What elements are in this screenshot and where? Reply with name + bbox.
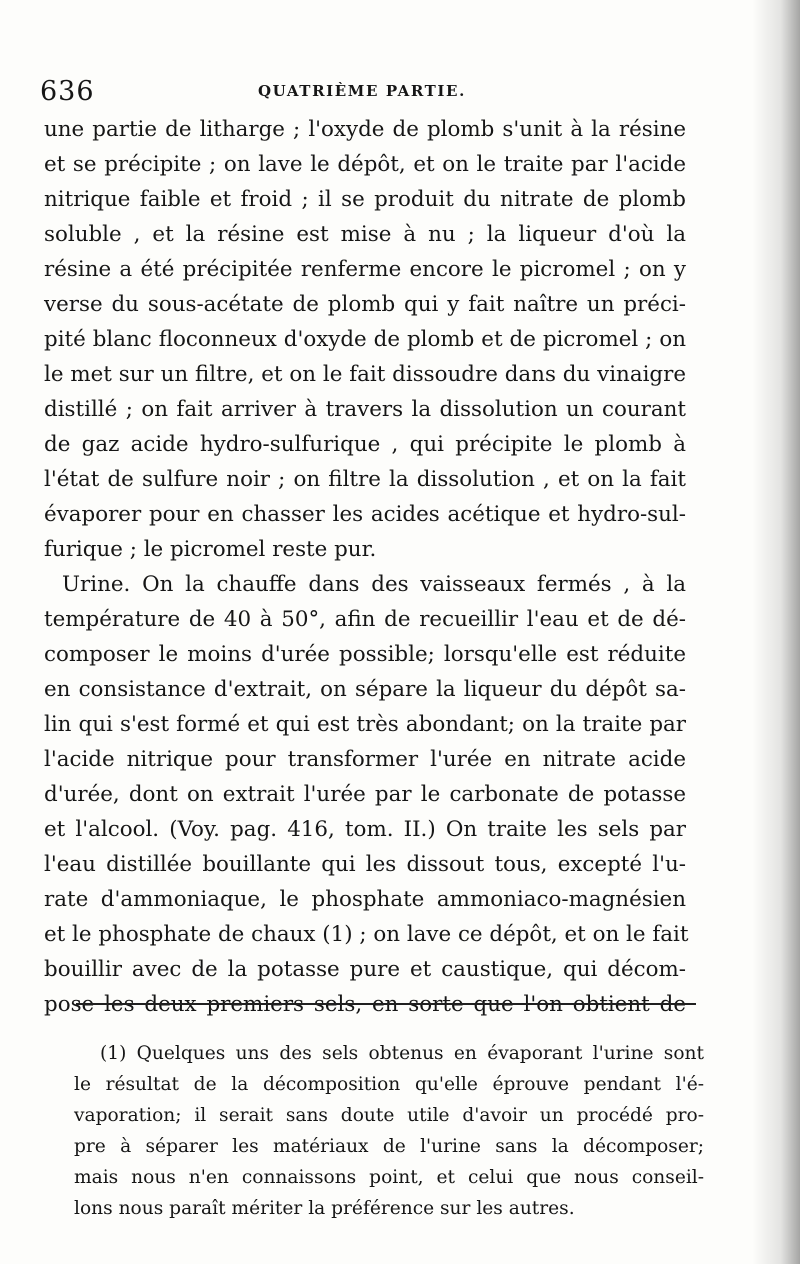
text-line: de gaz acide hydro-sulfurique , qui précipite le plomb à xyxy=(44,432,686,457)
running-head: QUATRIÈME PARTIE. xyxy=(258,82,466,100)
text-line: pose les deux premiers sels, en sorte que l'on obtient de xyxy=(44,992,686,1017)
footnote-line: le résultat de la décomposition qu'elle éprouve pendant l'é- xyxy=(74,1074,704,1095)
text-line-paragraph-start: Urine. On la chauffe dans des vaisseaux fermés , à la xyxy=(62,572,686,597)
footnote-line: lons nous paraît mériter la préférence sur les autres. xyxy=(74,1198,575,1219)
text-line: et l'alcool. (Voy. pag. 416, tom. II.) On traite les sels par xyxy=(44,817,686,842)
text-line: furique ; le picromel reste pur. xyxy=(44,537,377,562)
text-line: l'acide nitrique pour transformer l'urée en nitrate acide xyxy=(44,747,686,772)
text-line: bouillir avec de la potasse pure et caustique, qui décom- xyxy=(44,957,686,982)
text-line: l'état de sulfure noir ; on filtre la dissolution , et on la fait xyxy=(44,467,686,492)
text-line: pité blanc floconneux d'oxyde de plomb et de picromel ; on xyxy=(44,327,686,352)
text-line: distillé ; on fait arriver à travers la dissolution un courant xyxy=(44,397,686,422)
text-line: en consistance d'extrait, on sépare la liqueur du dépôt sa- xyxy=(44,677,686,702)
text-line: et se précipite ; on lave le dépôt, et on le traite par l'acide xyxy=(44,152,686,177)
footnote-line: vaporation; il serait sans doute utile d'avoir un procédé pro- xyxy=(74,1105,704,1126)
text-line: le met sur un filtre, et on le fait dissoudre dans du vinaigre xyxy=(44,362,686,387)
text-line: verse du sous-acétate de plomb qui y fait naître un préci- xyxy=(44,292,686,317)
text-line: l'eau distillée bouillante qui les dissout tous, excepté l'u- xyxy=(44,852,686,877)
text-line: évaporer pour en chasser les acides acétique et hydro-sul- xyxy=(44,502,686,527)
footnote-line: pre à séparer les matériaux de l'urine sans la décomposer; xyxy=(74,1136,704,1157)
page-gutter-shadow xyxy=(752,0,800,1264)
text-line: température de 40 à 50°, afin de recueillir l'eau et de dé- xyxy=(44,607,686,632)
footnote-line: mais nous n'en connaissons point, et celui que nous conseil- xyxy=(74,1167,704,1188)
text-line: une partie de litharge ; l'oxyde de plomb s'unit à la résine xyxy=(44,117,686,142)
text-line: et le phosphate de chaux (1) ; on lave ce dépôt, et on le fait xyxy=(44,922,689,947)
main-text xyxy=(44,112,689,1022)
footnote-line: (1) Quelques uns des sels obtenus en évaporant l'urine sont xyxy=(100,1043,704,1064)
page-header xyxy=(40,76,700,110)
text-line: résine a été précipitée renferme encore le picromel ; on y xyxy=(44,257,686,282)
text-line: rate d'ammoniaque, le phosphate ammoniaco-magnésien xyxy=(44,887,686,912)
footnote-separator-rule xyxy=(76,1003,696,1005)
text-line: composer le moins d'urée possible; lorsqu'elle est réduite xyxy=(44,642,686,667)
text-line: lin qui s'est formé et qui est très abondant; on la traite par xyxy=(44,712,686,737)
footnote xyxy=(74,1038,704,1224)
text-line: soluble , et la résine est mise à nu ; la liqueur d'où la xyxy=(44,222,686,247)
page-number: 636 xyxy=(40,76,95,107)
text-line: nitrique faible et froid ; il se produit du nitrate de plomb xyxy=(44,187,686,212)
text-line: d'urée, dont on extrait l'urée par le carbonate de potasse xyxy=(44,782,686,807)
